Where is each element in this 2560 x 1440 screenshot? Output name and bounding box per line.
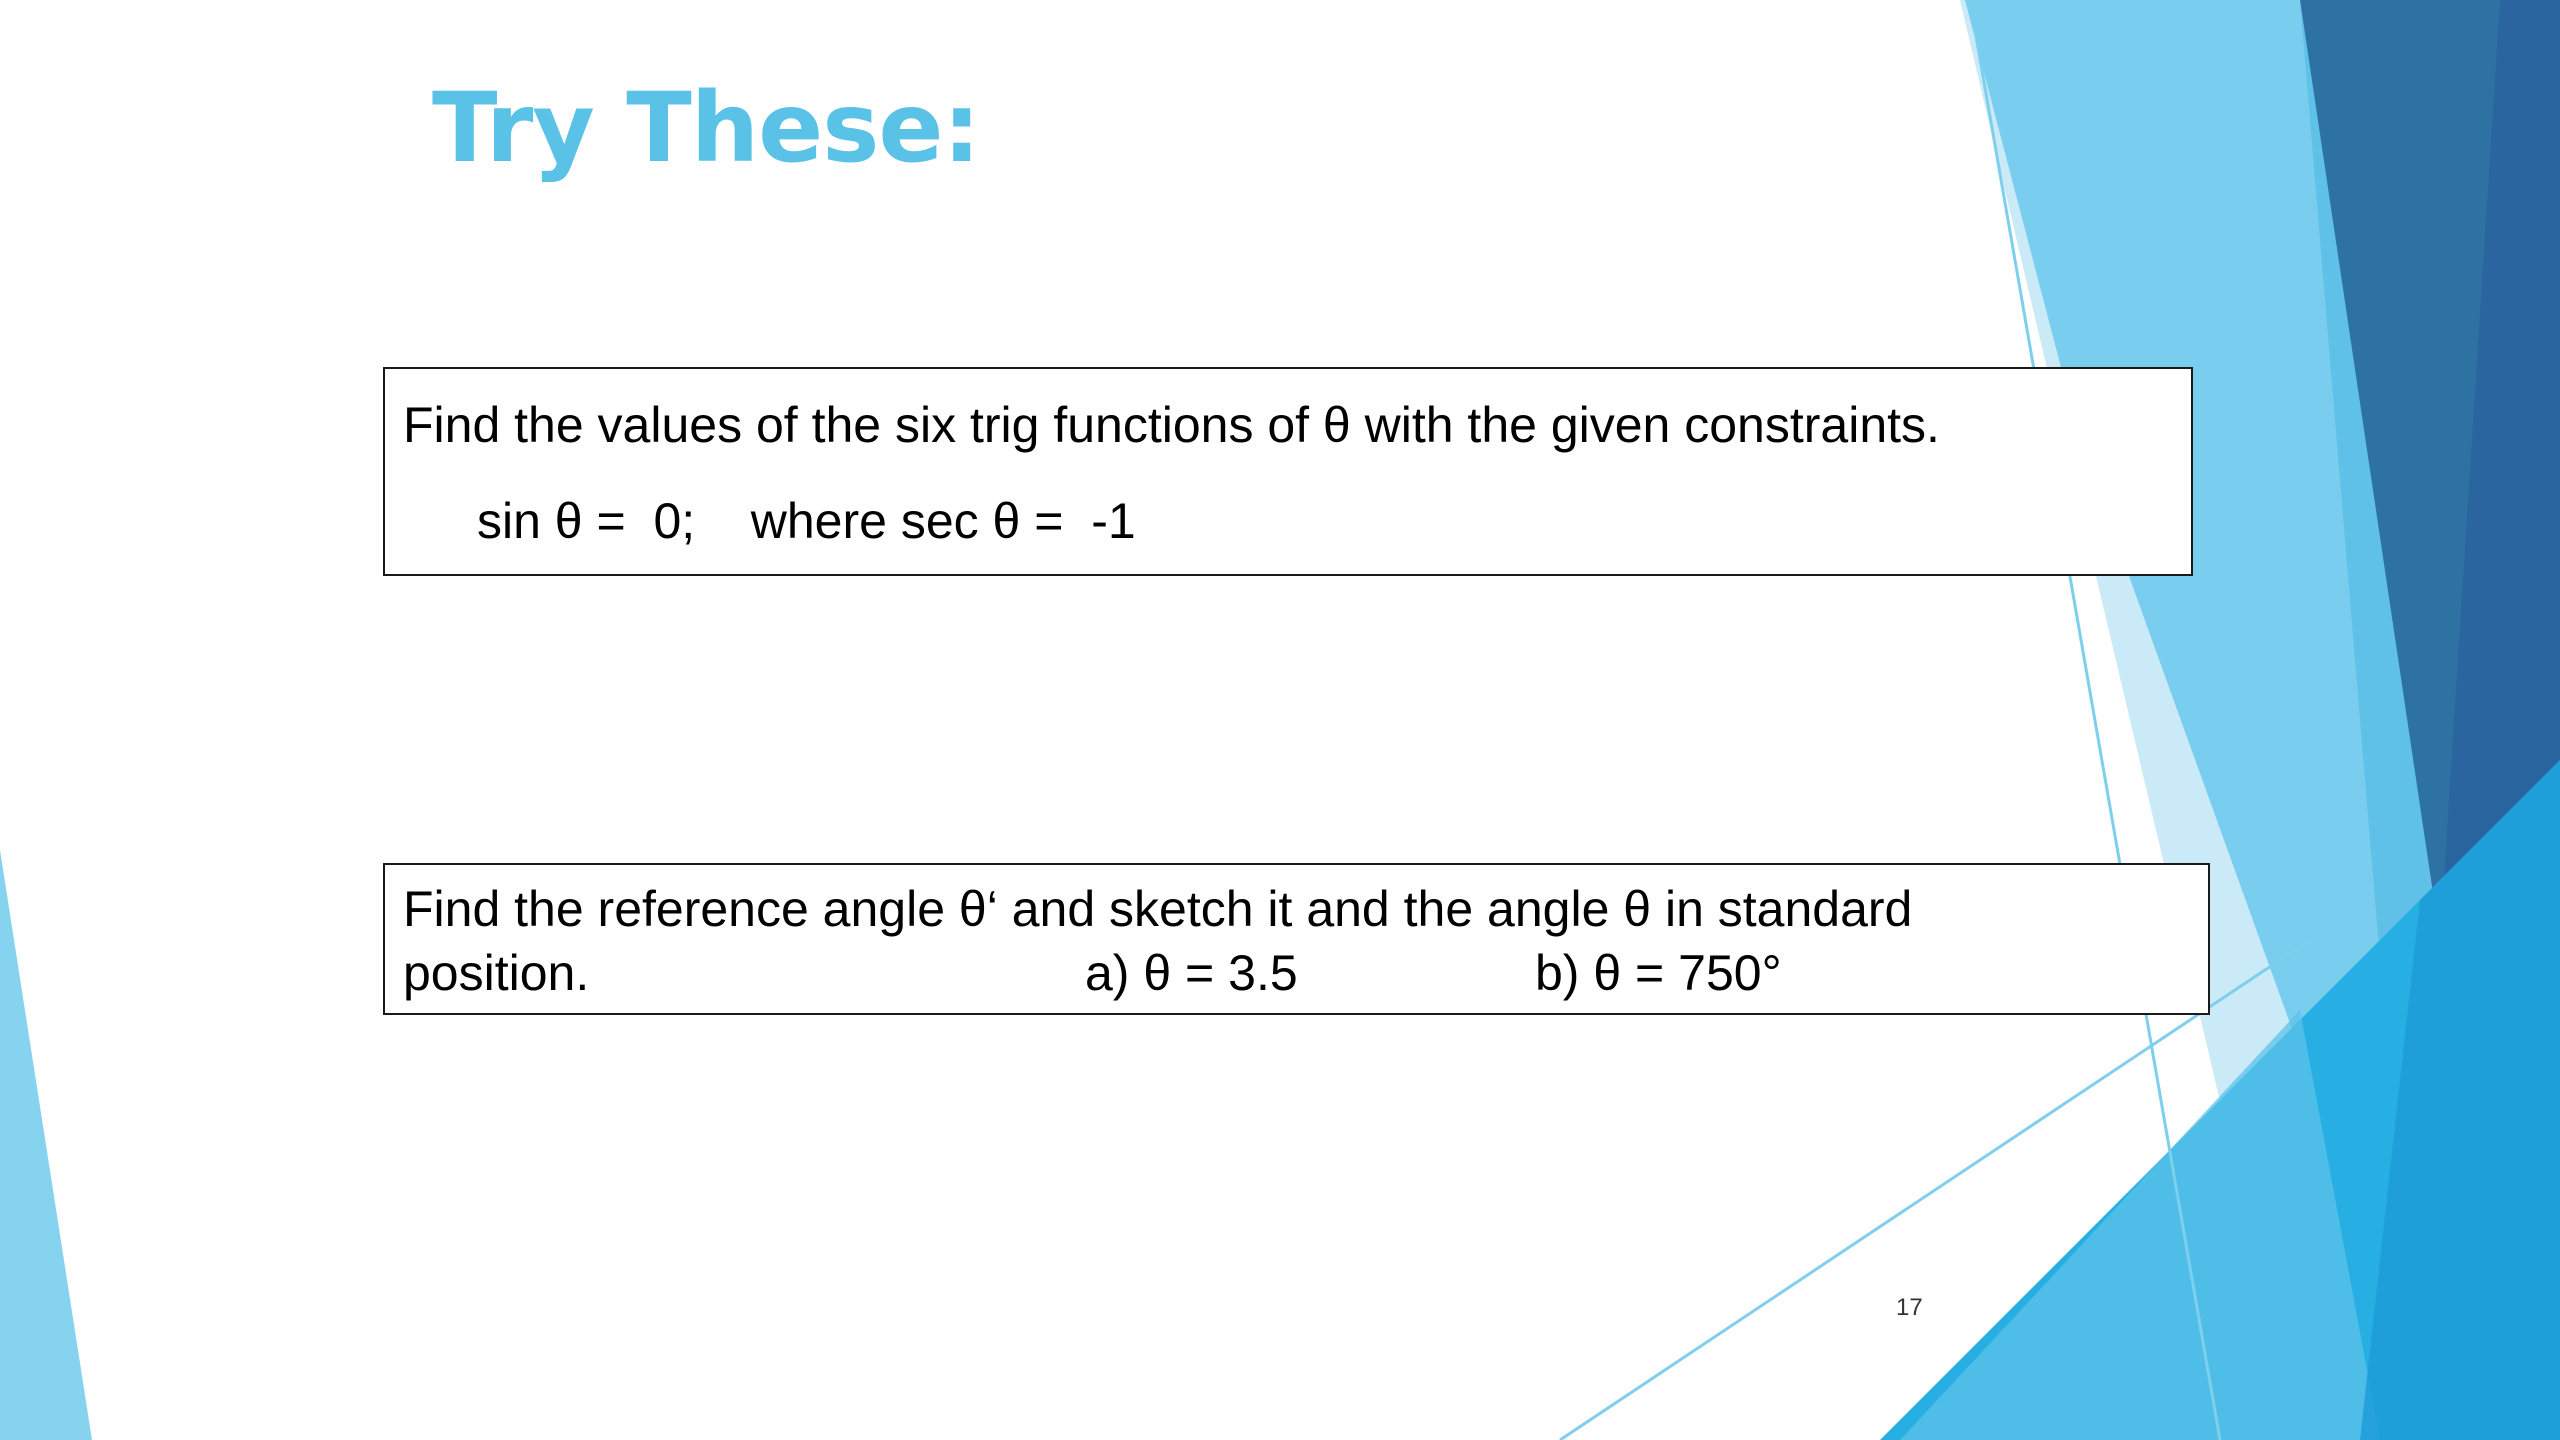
page-number: 17 (1896, 1294, 1923, 1321)
problem2-prompt: Find the reference angle θ‘ and sketch it and the angle θ in standard (403, 881, 1913, 937)
left-accent-shape (0, 850, 92, 1440)
problem-box-trig-functions (383, 367, 2193, 576)
problem2-part-b: b) θ = 750° (1535, 945, 1782, 1001)
problem2-prompt-continued: position. (403, 945, 590, 1001)
problem1-condition: sin θ = 0; where sec θ = -1 (477, 493, 1136, 549)
bottom-right-shape-lighter (1900, 1010, 2380, 1440)
slide-title: Try These: (432, 72, 980, 184)
problem1-prompt: Find the values of the six trig functions of θ with the given constraints. (403, 397, 1940, 453)
problem2-part-a: a) θ = 3.5 (1085, 945, 1298, 1001)
problem-box-reference-angle (383, 863, 2210, 1015)
